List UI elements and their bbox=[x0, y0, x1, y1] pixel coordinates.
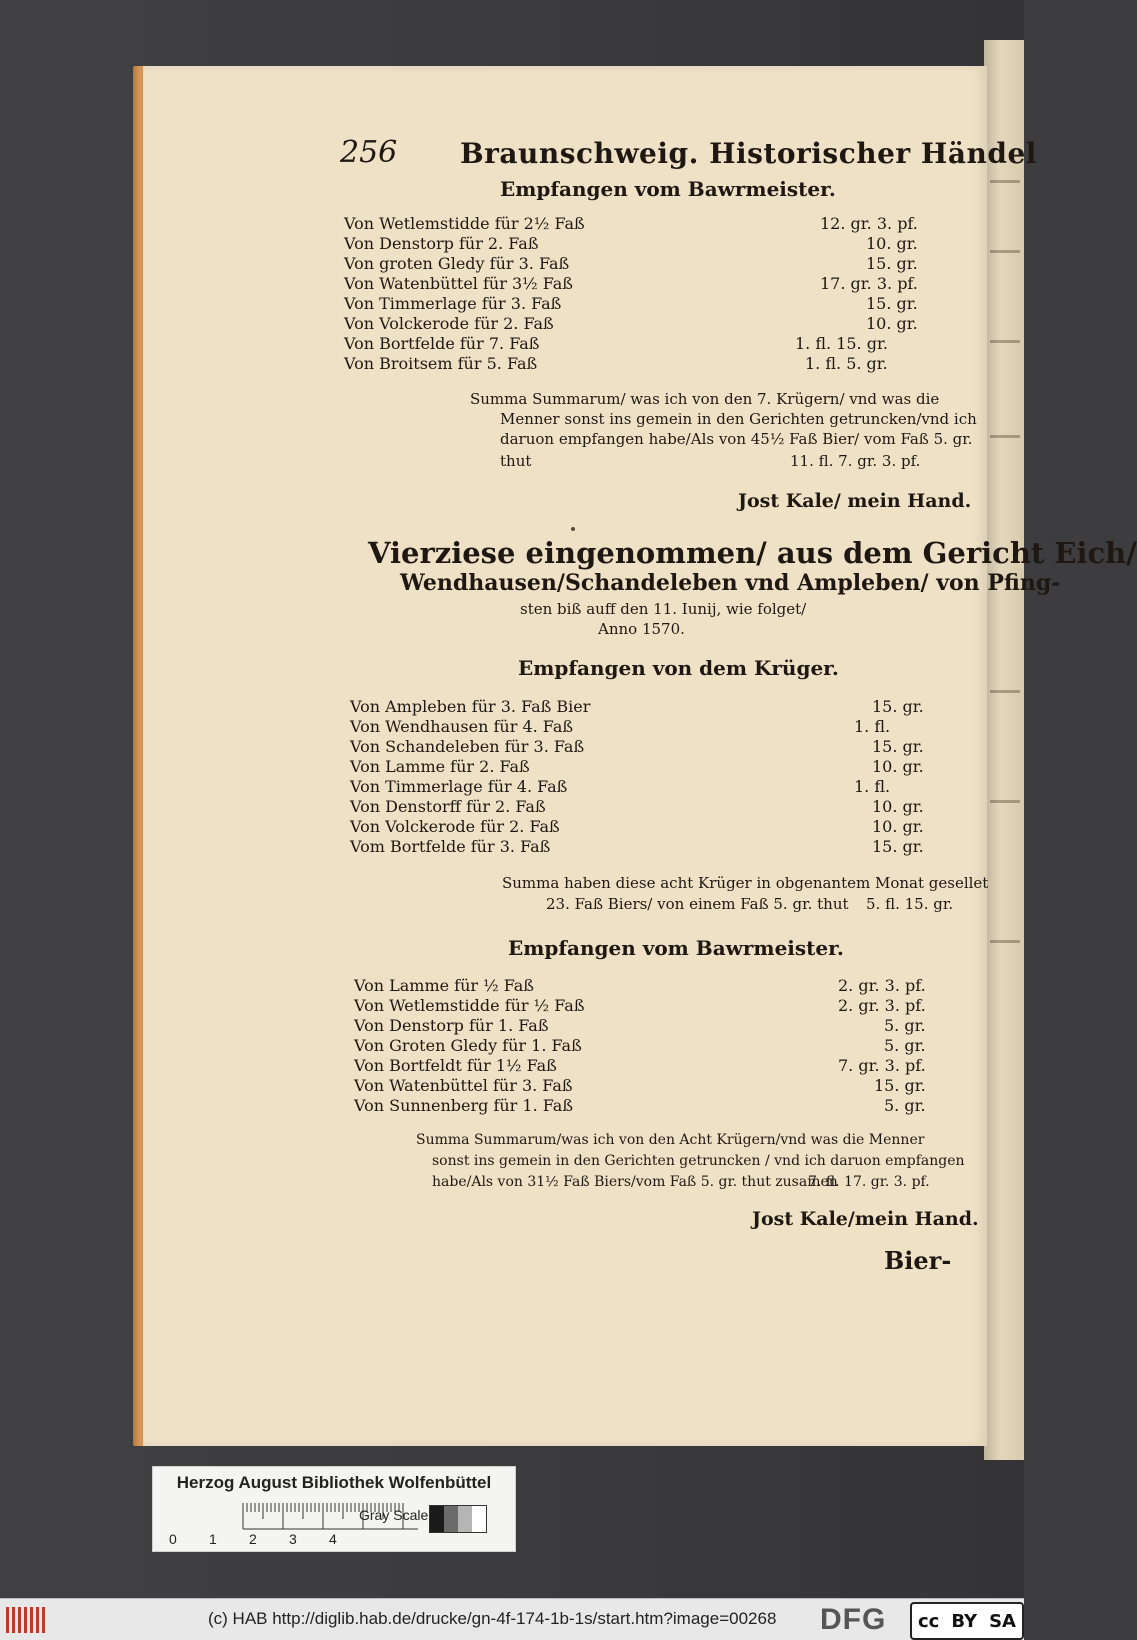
list-item-amount: 15. gr. bbox=[874, 1076, 926, 1095]
gray-scale-bar bbox=[429, 1505, 487, 1533]
ruler-tick-label: 1 bbox=[209, 1531, 217, 1547]
list-item-amount: 1. fl. bbox=[854, 777, 891, 796]
list-item-label: Von Lamme für ½ Faß bbox=[354, 976, 534, 995]
list-item-amount: 10. gr. bbox=[872, 757, 924, 776]
list-item-label: Von Ampleben für 3. Faß Bier bbox=[350, 697, 591, 716]
footer-bar bbox=[0, 1598, 1024, 1640]
list-item-label: Von Broitsem für 5. Faß bbox=[344, 354, 538, 373]
list-item-label: Von Watenbüttel für 3½ Faß bbox=[344, 274, 573, 293]
list-item-amount: 10. gr. bbox=[872, 817, 924, 836]
summary-line: Summa haben diese acht Krüger in obgenantem Monat gesellet bbox=[502, 874, 989, 892]
ruler-tick-label: 2 bbox=[249, 1531, 257, 1547]
list-item-amount: 5. gr. bbox=[884, 1016, 926, 1035]
list-item-label: Von Timmerlage für 3. Faß bbox=[344, 294, 562, 313]
ruler-tick-label: 3 bbox=[289, 1531, 297, 1547]
summary-line: Summa Summarum/ was ich von den 7. Krügern/ vnd was die bbox=[470, 390, 940, 408]
institution-label: Herzog August Bibliothek Wolfenbüttel bbox=[176, 1473, 492, 1492]
book-page bbox=[143, 66, 987, 1446]
list-item-amount: 1. fl. 5. gr. bbox=[805, 354, 888, 373]
sa-icon: SA bbox=[989, 1610, 1016, 1632]
list-item-amount: 1. fl. bbox=[854, 717, 891, 736]
list-item-label: Von Sunnenberg für 1. Faß bbox=[354, 1096, 573, 1115]
list-item-label: Von Denstorp für 1. Faß bbox=[354, 1016, 549, 1035]
list-item-amount: 10. gr. bbox=[866, 234, 918, 253]
list-item-amount: 10. gr. bbox=[866, 314, 918, 333]
summary-line: sonst ins gemein in den Gerichten getruncken / vnd ich daruon empfangen bbox=[432, 1153, 965, 1169]
section2-title-line: sten biß auff den 11. Iunij, wie folget/ bbox=[520, 600, 807, 618]
summary-line: 23. Faß Biers/ von einem Faß 5. gr. thut bbox=[546, 895, 849, 913]
list-item-amount: 17. gr. 3. pf. bbox=[820, 274, 918, 293]
list-item-label: Von Denstorp für 2. Faß bbox=[344, 234, 539, 253]
signature: Jost Kale/mein Hand. bbox=[752, 1208, 979, 1230]
section2-title-line: Vierziese eingenommen/ aus dem Gericht Eich/ bbox=[368, 536, 1137, 570]
list-item-amount: 15. gr. bbox=[872, 697, 924, 716]
by-icon: BY bbox=[951, 1610, 978, 1632]
summary-line: Summa Summarum/was ich von den Acht Krügern/vnd was die Menner bbox=[416, 1132, 925, 1148]
catchword: Bier- bbox=[884, 1246, 952, 1275]
list-item-label: Von Wetlemstidde für 2½ Faß bbox=[344, 214, 585, 233]
list-item-amount: 15. gr. bbox=[866, 254, 918, 273]
list-item-amount: 12. gr. 3. pf. bbox=[820, 214, 918, 233]
license-badge[interactable] bbox=[910, 1602, 1024, 1640]
gray-scale-label: Gray Scale bbox=[359, 1507, 429, 1523]
list-item-label: Von groten Gledy für 3. Faß bbox=[344, 254, 570, 273]
list-item-label: Von Watenbüttel für 3. Faß bbox=[354, 1076, 573, 1095]
summary-line: habe/Als von 31½ Faß Biers/vom Faß 5. gr. thut zusamen bbox=[432, 1174, 838, 1190]
running-title: Braunschweig. Historischer Händel bbox=[460, 137, 1037, 170]
list-item-amount: 2. gr. 3. pf. bbox=[838, 996, 926, 1015]
section3-heading: Empfangen vom Bawrmeister. bbox=[508, 936, 844, 960]
list-item-amount: 5. gr. bbox=[884, 1096, 926, 1115]
list-item-label: Von Schandeleben für 3. Faß bbox=[350, 737, 585, 756]
ruler-tick-label: 0 bbox=[169, 1531, 177, 1547]
signature: Jost Kale/ mein Hand. bbox=[738, 490, 972, 512]
list-item-label: Von Timmerlage für 4. Faß bbox=[350, 777, 568, 796]
dfg-logo: DFG bbox=[820, 1603, 887, 1636]
page-number: 256 bbox=[340, 135, 398, 170]
list-item-label: Von Volckerode für 2. Faß bbox=[344, 314, 554, 333]
list-item-label: Von Volckerode für 2. Faß bbox=[350, 817, 560, 836]
list-item-amount: 1. fl. 15. gr. bbox=[795, 334, 888, 353]
list-item-amount: 15. gr. bbox=[872, 837, 924, 856]
summary-total: 11. fl. 7. gr. 3. pf. bbox=[790, 452, 921, 470]
list-item-label: Von Bortfeldt für 1½ Faß bbox=[354, 1056, 557, 1075]
list-item-label: Von Wendhausen für 4. Faß bbox=[350, 717, 574, 736]
list-item-amount: 7. gr. 3. pf. bbox=[838, 1056, 926, 1075]
list-item-amount: 15. gr. bbox=[866, 294, 918, 313]
list-item-amount: 15. gr. bbox=[872, 737, 924, 756]
summary-line: daruon empfangen habe/Als von 45½ Faß Bier/ vom Faß 5. gr. bbox=[500, 430, 973, 448]
list-item-label: Von Denstorff für 2. Faß bbox=[350, 797, 546, 816]
list-item-label: Von Bortfelde für 7. Faß bbox=[344, 334, 540, 353]
list-item-amount: 2. gr. 3. pf. bbox=[838, 976, 926, 995]
list-item-amount: 10. gr. bbox=[872, 797, 924, 816]
section2-title-line: Anno 1570. bbox=[598, 620, 685, 638]
summary-line: Menner sonst ins gemein in den Gerichten getruncken/vnd ich bbox=[500, 410, 977, 428]
list-item-label: Vom Bortfelde für 3. Faß bbox=[350, 837, 551, 856]
list-item-label: Von Lamme für 2. Faß bbox=[350, 757, 530, 776]
list-item-amount: 5. gr. bbox=[884, 1036, 926, 1055]
cc-icon: cc bbox=[917, 1610, 940, 1632]
section1-heading: Empfangen vom Bawrmeister. bbox=[500, 177, 836, 201]
summary-line: thut bbox=[500, 452, 532, 470]
section2-heading: Empfangen von dem Krüger. bbox=[518, 656, 839, 680]
facing-page-edge bbox=[984, 40, 1024, 1460]
list-item-label: Von Wetlemstidde für ½ Faß bbox=[354, 996, 585, 1015]
scale-ruler-card bbox=[152, 1466, 516, 1552]
ornament-dot bbox=[571, 527, 575, 531]
summary-total: 5. fl. 15. gr. bbox=[866, 895, 954, 913]
source-link[interactable]: (c) HAB http://diglib.hab.de/drucke/gn-4f-174-1b-1s/start.htm?image=00268 bbox=[208, 1609, 777, 1628]
section2-title-line: Wendhausen/Schandeleben vnd Ampleben/ von Pfing- bbox=[400, 570, 1061, 596]
summary-total: 7. fl. 17. gr. 3. pf. bbox=[808, 1174, 930, 1190]
barcode-icon bbox=[6, 1607, 46, 1633]
ruler-tick-label: 4 bbox=[329, 1531, 337, 1547]
list-item-label: Von Groten Gledy für 1. Faß bbox=[354, 1036, 582, 1055]
